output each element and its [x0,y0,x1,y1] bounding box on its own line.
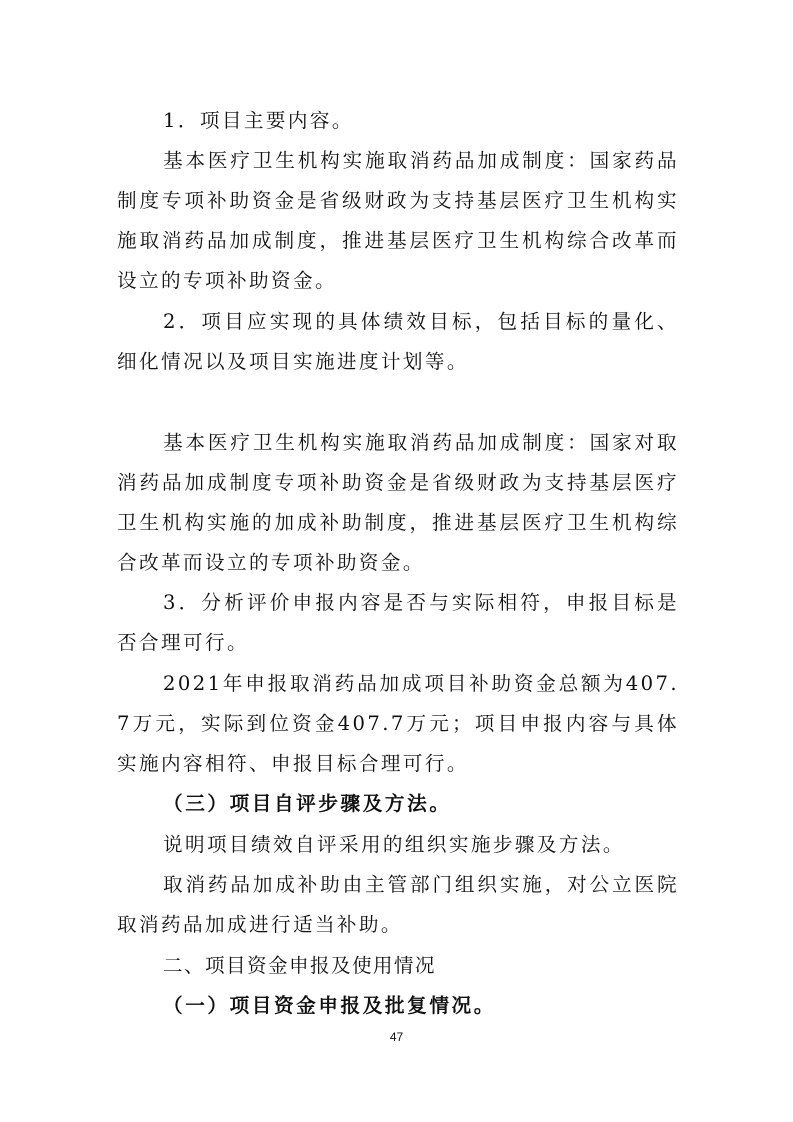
item-2-body: 基本医疗卫生机构实施取消药品加成制度：国家对取消药品加成制度专项补助资金是省级财政为支持基层医疗卫生机构实施的加成补助制度，推进基层医疗卫生机构综合改革而设立的专项补助资金。 [117,431,679,574]
section-3-intro: 说明项目绩效自评采用的组织实施步骤及方法。 [163,833,625,856]
item-2-heading: 2．项目应实现的具体绩效目标，包括目标的量化、细化情况以及项目实施进度计划等。 [117,310,679,373]
item-1-body: 基本医疗卫生机构实施取消药品加成制度：国家药品制度专项补助资金是省级财政为支持基层医疗卫生机构实施取消药品加成制度，推进基层医疗卫生机构综合改革而设立的专项补助资金。 [117,149,679,292]
item-1-heading: 1．项目主要内容。 [163,109,354,132]
section-3-heading: （三）项目自评步骤及方法。 [163,792,452,815]
page-number: 47 [389,1030,404,1044]
item-3-body: 2021年申报取消药品加成项目补助资金总额为407.7万元，实际到位资金407.7万元；项目申报内容与具体实施内容相符、申报目标合理可行。 [117,672,679,775]
chapter-2-heading: 二、项目资金申报及使用情况 [163,954,436,977]
item-3-heading: 3．分析评价申报内容是否与实际相符，申报目标是否合理可行。 [117,591,679,654]
section-3-body: 取消药品加成补助由主管部门组织实施，对公立医院取消药品加成进行适当补助。 [117,873,679,936]
subsection-1-heading: （一）项目资金申报及批复情况。 [163,994,496,1017]
